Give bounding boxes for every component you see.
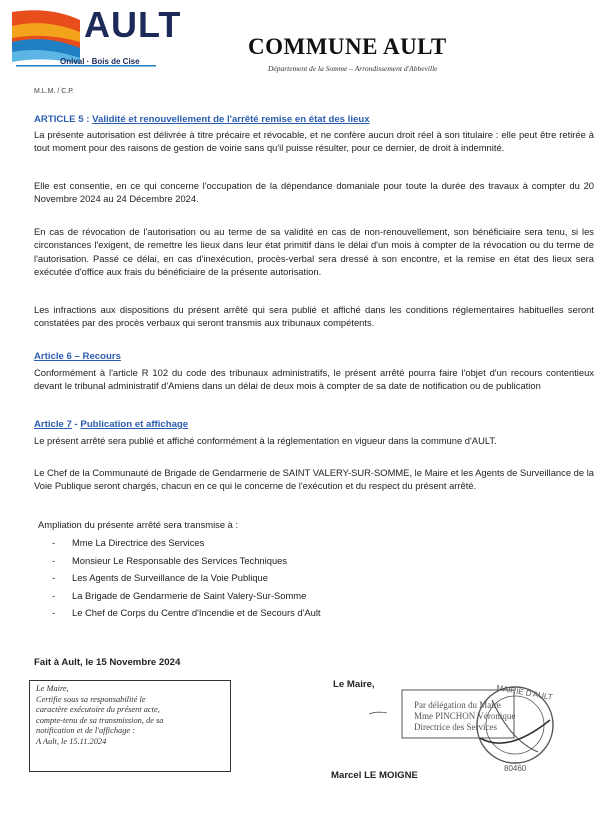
logo-wordmark: AULT <box>84 4 182 45</box>
article-6-paragraph-1: Conformément à l'article R 102 du code des tribunaux administratifs, le présent arrêté pourra faire l'objet d'un recours contentieux devant le tribunal administratif d'Amiens dans un délai de deux mois à compter de sa date de notification ou de publication <box>34 367 594 392</box>
article-5-paragraph-2: Elle est consentie, en ce qui concerne l'occupation de la dépendance domaniale pour toute la durée des travaux à compter du 20 Novembre 2024 au 24 Décembre 2024. <box>34 180 594 205</box>
official-stamp: Par délégation du Maire Mme PINCHON Véronique Directrice des Services MAIRIE D'AULT 80460 <box>400 680 565 780</box>
article-7-title: Publication et affichage <box>80 419 189 430</box>
page-title: COMMUNE AULT <box>248 34 447 59</box>
list-item: - Mme La Directrice des Services <box>52 537 205 548</box>
article-5-paragraph-1: La présente autorisation est délivrée à titre précaire et révocable, et ne confère aucun droit réel à son titulaire : elle peut être retirée à tout moment pour des raisons de gestion de voirie sans qu'il puisse résulter, pour ce dernier, de droit à indemnité. <box>34 129 594 154</box>
article-5-paragraph-3: En cas de révocation de l'autorisation ou au terme de sa validité en cas de non-renouvellement, son bénéficiaire sera tenu, si les circonstances l'exigent, de remettre les lieux dans leur état primitif dans le délai d'un mois à compter de la révocation ou du terme de l'autorisation. Passé ce délai, en cas d'inexécution, procès-verbal sera dressé à son encontre, et la remise en état des lieux sera exécutée d'office aux frais du bénéficiaire de la présente autorisation. <box>34 226 594 278</box>
article-5-paragraph-4: Les infractions aux dispositions du présent arrêté qui sera publié et affiché dans les conditions réglementaires habituelles seront constatées par des procès verbaux qui seront transmis aux tribunaux compétents. <box>34 304 594 329</box>
article-7-paragraph-1: Le présent arrêté sera publié et affiché conformément à la réglementation en vigueur dans la commune d'AULT. <box>34 435 497 446</box>
logo-tagline: Onival · Bois de Cise <box>60 57 140 66</box>
list-item: - Monsieur Le Responsable des Services Techniques <box>52 554 288 566</box>
list-item: - Le Chef de Corps du Centre d'Incendie et de Secours d'Ault <box>52 607 321 619</box>
article-5-heading <box>34 114 370 125</box>
article-7-number: Article 7 <box>34 419 72 430</box>
article-6-title: Article 6 – Recours <box>34 351 121 362</box>
article-5-title: Validité et renouvellement de l'arrêté remise en état des lieux <box>92 114 370 125</box>
list-item: - La Brigade de Gendarmerie de Saint Valery-Sur-Somme <box>52 589 307 601</box>
signature-mark <box>368 710 388 716</box>
page-subtitle: Département de la Somme – Arrondissement d'Abbeville <box>268 64 438 73</box>
reference-initials: M.L.M. / C.P. <box>34 88 74 95</box>
article-7-paragraph-2: Le Chef de la Communauté de Brigade de Gendarmerie de SAINT VALERY-SUR-SOMME, le Maire et les Agents de Surveillance de la Voie Publique seront chargés, chacun en ce qui le concerne de l'exécution et du respect du présent arrêté. <box>34 467 594 492</box>
article-5-number: ARTICLE 5 : <box>34 114 90 125</box>
article-7-heading: Article 7 - Publication et affichage <box>34 419 189 430</box>
list-item: - Les Agents de Surveillance de la Voie Publique <box>52 572 268 584</box>
article-6-heading <box>34 351 121 362</box>
certification-text: Le Maire, Certifie sous sa responsabilité le caractère exécutoire du présent acte, compte-tenu de sa transmission, de sa notification et de l'affichage : A Ault, le 15.11.2024 <box>36 684 164 746</box>
ampliation-intro: Ampliation du présente arrêté sera transmise à : <box>38 519 239 530</box>
signed-date: Fait à Ault, le 15 Novembre 2024 <box>34 657 181 668</box>
mayor-label: Le Maire, <box>333 679 375 690</box>
ampliation-list <box>52 534 321 622</box>
mayor-name: Marcel LE MOIGNE <box>331 770 418 781</box>
